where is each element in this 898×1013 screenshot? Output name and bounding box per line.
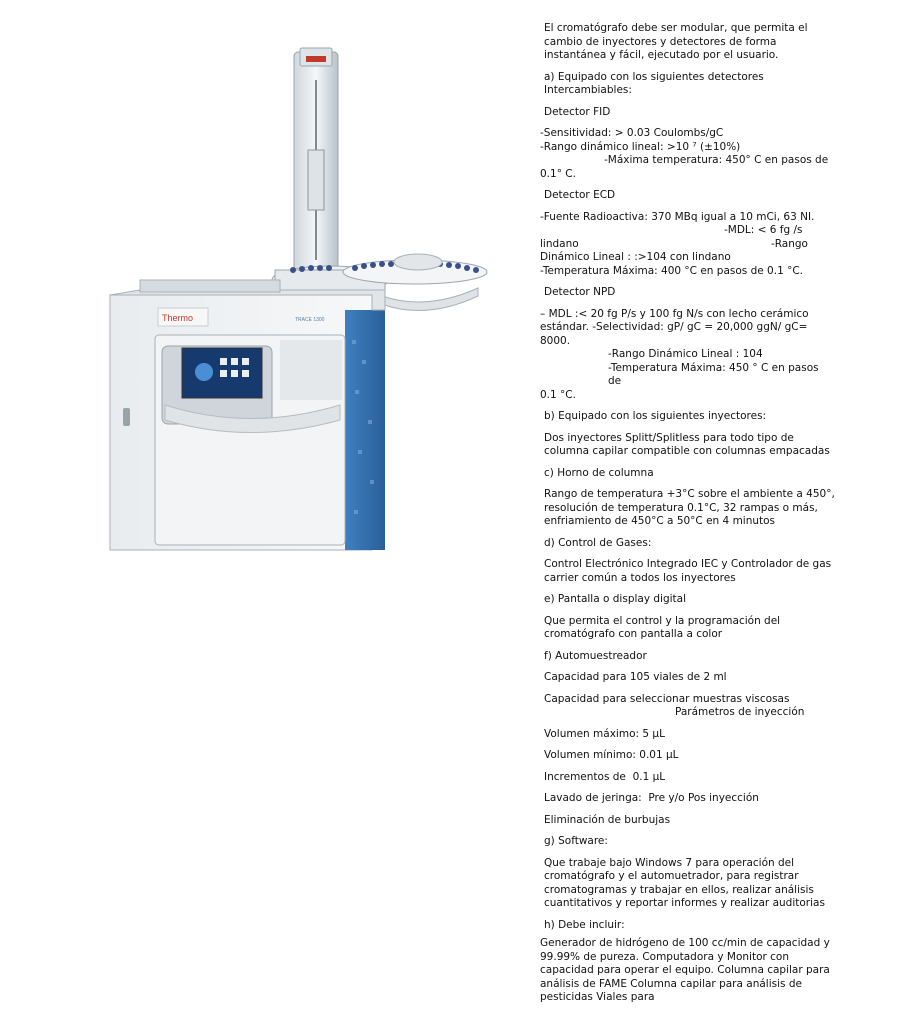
intro-paragraph: El cromatógrafo debe ser modular, que permita el cambio de inyectores y detectores de forma instantánea y fácil, ejecutado por el usuario. bbox=[544, 22, 811, 61]
specification-text bbox=[540, 22, 839, 1013]
incrementos-text: Incrementos de 0.1 µL bbox=[544, 770, 666, 783]
fid-range: -Rango dinámico lineal: >10 ⁷ (±10%) bbox=[540, 140, 741, 153]
model-label: TRACE 1300 bbox=[295, 317, 325, 323]
burbujas-text: Eliminación de burbujas bbox=[544, 813, 671, 826]
npd-rango: -Rango Dinámico Lineal : 104 bbox=[608, 348, 763, 360]
viscosas-text: Capacidad para seleccionar muestras viscosas bbox=[544, 692, 790, 705]
section-d-heading: d) Control de Gases: bbox=[544, 536, 652, 549]
pantalla-text: Que permita el control y la programación del cromatógrafo con pantalla a color bbox=[544, 614, 784, 640]
section-e-heading: e) Pantalla o display digital bbox=[544, 593, 687, 605]
npd-title: Detector NPD bbox=[544, 286, 616, 298]
lavado-text: Lavado de jeringa: Pre y/o Pos inyección bbox=[544, 792, 759, 804]
ecd-dinamico: Dinámico Lineal : :>104 con lindano bbox=[540, 251, 731, 263]
section-g-heading: g) Software: bbox=[544, 835, 608, 847]
capacidad-text: Capacidad para 105 viales de 2 ml bbox=[544, 671, 727, 683]
ecd-rango: -Rango bbox=[770, 237, 808, 250]
section-a-heading: a) Equipado con los siguientes detectores Intercambiables: bbox=[544, 70, 768, 96]
fid-sensitivity: -Sensitividad: > 0.03 Coulombs/gC bbox=[540, 127, 724, 139]
ecd-lindano: lindano bbox=[540, 237, 579, 250]
section-f-heading: f) Automuestreador bbox=[544, 649, 647, 662]
software-text: Que trabaje bajo Windows 7 para operación del cromatógrafo y el automuetrador, para registrar cromatogramas y trabajar en ellos, realizar análisis cuantitativos y reportar informes y realizar auditorias bbox=[544, 856, 825, 909]
vol-min-text: Volumen mínimo: 0.01 µL bbox=[544, 749, 679, 761]
npd-temp-cont: 0.1 °C. bbox=[540, 388, 576, 401]
section-h-heading: h) Debe incluir: bbox=[544, 918, 625, 931]
viscosas-block bbox=[540, 693, 835, 720]
brand-label: Thermo bbox=[162, 313, 194, 323]
npd-specs bbox=[540, 308, 835, 403]
npd-mdl: – MDL :< 20 fg P/s y 100 fg N/s con lecho cerámico bbox=[540, 307, 809, 320]
ecd-title: Detector ECD bbox=[544, 189, 616, 201]
parametros-text: Parámetros de inyección bbox=[675, 706, 805, 718]
gases-text: Control Electrónico Integrado IEC y Controlador de gas carrier común a todos los inyectores bbox=[544, 558, 835, 584]
incluir-text: Generador de hidrógeno de 100 cc/min de capacidad y 99.99% de pureza. Computadora y Monitor con capacidad para operar el equipo. Columna capilar para análisis de FAME Columna capilar para análisis de pesticidas Viales para bbox=[540, 937, 834, 1003]
ecd-lindano-row bbox=[540, 238, 808, 252]
vol-max-text: Volumen máximo: 5 µL bbox=[544, 727, 665, 740]
fid-specs bbox=[540, 127, 835, 181]
section-c-heading: c) Horno de columna bbox=[544, 466, 654, 479]
ecd-mdl: -MDL: < 6 fg /s bbox=[724, 224, 803, 236]
fid-title: Detector FID bbox=[544, 105, 611, 118]
ecd-temp: -Temperatura Máxima: 400 °C en pasos de 0.1 °C. bbox=[540, 264, 804, 277]
npd-selectividad: estándar. -Selectividad: gP/ gC = 20,000 ggN/ gC= 8000. bbox=[540, 321, 808, 347]
fid-max-temp: -Máxima temperatura: 450° C en pasos de bbox=[604, 154, 829, 166]
npd-temp: -Temperatura Máxima: 450 ° C en pasos de bbox=[608, 361, 819, 387]
product-image bbox=[100, 40, 495, 560]
section-b-heading: b) Equipado con los siguientes inyectores: bbox=[544, 410, 767, 422]
inyectores-text: Dos inyectores Splitt/Splitless para todo tipo de columna capilar compatible con columnas empacadas bbox=[544, 431, 830, 457]
ecd-source: -Fuente Radioactiva: 370 MBq igual a 10 mCi, 63 NI. bbox=[540, 210, 815, 223]
fid-max-temp-cont: 0.1° C. bbox=[540, 167, 576, 180]
horno-text: Rango de temperatura +3°C sobre el ambiente a 450°, resolución de temperatura 0.1°C, 32 rampas o más, enfriamiento de 450°C a 50°C en 4 minutos bbox=[544, 488, 839, 527]
ecd-specs bbox=[540, 211, 835, 279]
